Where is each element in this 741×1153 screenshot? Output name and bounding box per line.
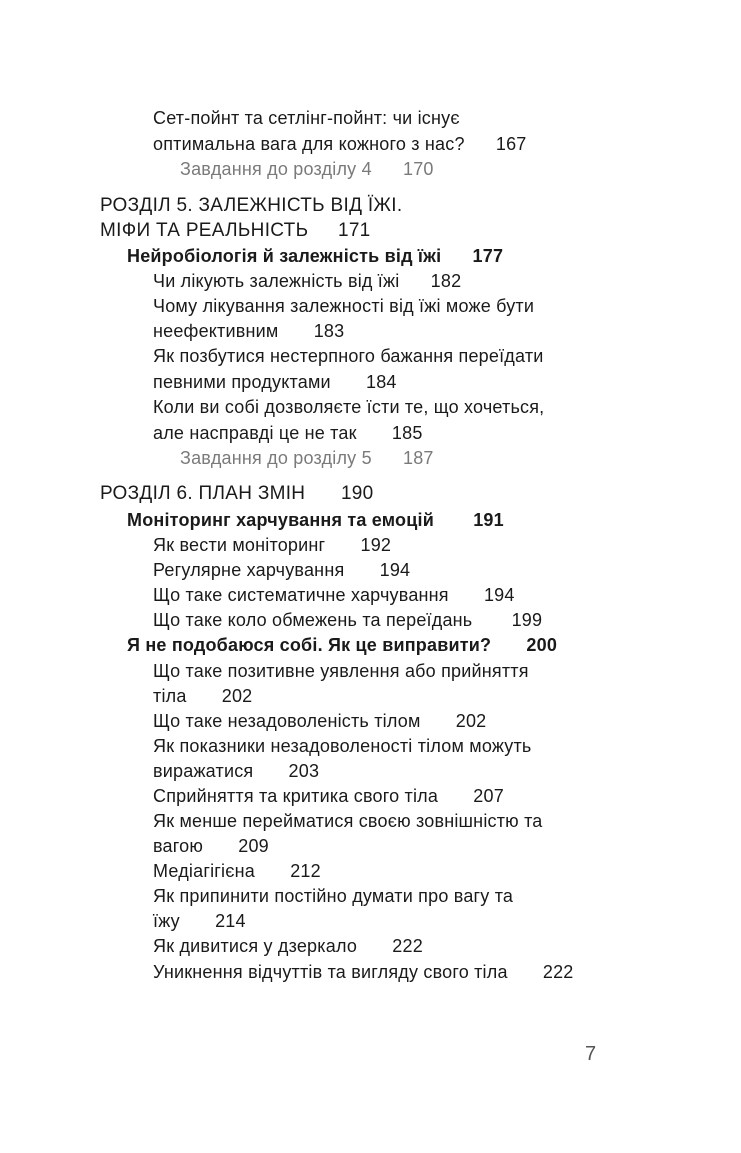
toc-entry-text: Регулярне харчування: [153, 560, 345, 580]
toc-entry: [153, 809, 543, 833]
toc-entry-text: вагою: [153, 836, 204, 856]
page-number: 182: [430, 271, 462, 291]
page-number: 199: [511, 610, 543, 630]
page-number: 222: [392, 936, 423, 956]
toc-entry-text: Чому лікування залежності від їжі може бути: [153, 296, 535, 316]
toc-entry: [153, 370, 397, 394]
chapter-title-text: МІФИ ТА РЕАЛЬНІСТЬ: [100, 220, 309, 241]
page-number: 185: [391, 423, 423, 443]
page-number: 214: [215, 911, 246, 931]
page-number: 170: [403, 159, 434, 179]
section-heading: [127, 508, 504, 532]
page-number: 209: [238, 836, 269, 856]
toc-entry-text: Як менше перейматися своєю зовнішністю та: [153, 811, 543, 831]
toc-entry: [153, 859, 321, 883]
toc-entry-text: тіла: [153, 686, 187, 706]
toc-entry: [153, 608, 542, 632]
page-number: 222: [542, 962, 574, 982]
toc-entry-text: Як припинити постійно думати про вагу та: [153, 886, 514, 906]
toc-entry-text: Сет-пойнт та сетлінг-пойнт: чи існує: [153, 108, 460, 128]
page-number: 202: [221, 686, 253, 706]
page-number: 200: [526, 635, 558, 655]
chapter-title-text: РОЗДІЛ 6. ПЛАН ЗМІН: [100, 483, 306, 504]
page-number: 194: [379, 560, 411, 580]
toc-entry: [153, 269, 461, 293]
toc-entry-text: виражатися: [153, 761, 254, 781]
section-heading-text: Нейробіологія й залежність від їжі: [127, 246, 442, 266]
toc-entry: [153, 884, 513, 908]
toc-entry: [153, 294, 534, 318]
toc-entry-text: Чи лікують залежність від їжі: [153, 271, 400, 291]
toc-entry: [153, 684, 252, 708]
toc-entry-text: оптимальна вага для кожного з нас?: [153, 134, 465, 154]
toc-entry: [153, 759, 319, 783]
toc-entry: [153, 709, 486, 733]
toc-entry-text: певними продуктами: [153, 372, 331, 392]
toc-entry-text: Уникнення відчуттів та вигляду свого тіла: [153, 962, 508, 982]
toc-entry: [153, 583, 515, 607]
page-number: 171: [337, 220, 371, 241]
section-heading-text: Моніторинг харчування та емоцій: [127, 510, 434, 530]
toc-entry-text: Як вести моніторинг: [153, 535, 326, 555]
toc-entry: [153, 734, 532, 758]
toc-entry: [153, 558, 410, 582]
toc-entry-text: Як дивитися у дзеркало: [153, 936, 358, 956]
page-folio: 7: [585, 1043, 597, 1065]
toc-entry-text: Сприйняття та критика свого тіла: [153, 786, 439, 806]
toc-entry-text: але насправді це не так: [153, 423, 357, 443]
toc-entry: [153, 909, 246, 933]
page-number: 190: [340, 483, 374, 504]
page-number: 191: [473, 510, 504, 530]
task-entry: [180, 446, 434, 470]
toc-entry-text: неефективним: [153, 321, 279, 341]
toc-entry-text: Медіагігієна: [153, 861, 255, 881]
page-number: 187: [403, 448, 434, 468]
toc-entry: [153, 344, 544, 368]
toc-entry-text: Як позбутися нестерпного бажання переїдати: [153, 346, 544, 366]
task-label: Завдання до розділу 4: [180, 159, 372, 179]
toc-entry: [153, 834, 269, 858]
toc-entry: [153, 934, 423, 958]
chapter-title-text: РОЗДІЛ 5. ЗАЛЕЖНІСТЬ ВІД ЇЖІ.: [100, 195, 403, 216]
toc-entry-text: Що таке систематичне харчування: [153, 585, 449, 605]
section-heading: [127, 244, 503, 268]
page-number: 203: [288, 761, 320, 781]
page-number: 177: [472, 246, 504, 266]
toc-entry: [153, 319, 344, 343]
chapter-title: [100, 194, 402, 218]
toc-entry: [153, 960, 574, 984]
toc-entry: [153, 659, 529, 683]
toc-entry-text: Що таке незадоволеність тілом: [153, 711, 421, 731]
task-label: Завдання до розділу 5: [180, 448, 372, 468]
toc-entry-text: Коли ви собі дозволяєте їсти те, що хочеться,: [153, 397, 545, 417]
toc-entry: [153, 784, 504, 808]
chapter-title: [100, 219, 371, 243]
page-number: 192: [360, 535, 392, 555]
page-number: 167: [495, 134, 527, 154]
toc-entry: [153, 106, 460, 130]
section-heading: [127, 633, 557, 657]
task-entry: [180, 157, 434, 181]
page-number: 184: [366, 372, 397, 392]
page-number: 207: [473, 786, 504, 806]
section-heading-text: Я не подобаюся собі. Як це виправити?: [127, 635, 492, 655]
toc-entry: [153, 132, 527, 156]
page-number: 194: [483, 585, 515, 605]
toc-entry-text: Що таке позитивне уявлення або прийняття: [153, 661, 529, 681]
toc-entry-text: Що таке коло обмежень та переїдань: [153, 610, 473, 630]
page-number: 202: [455, 711, 487, 731]
toc-entry-text: Як показники незадоволеності тілом можуть: [153, 736, 532, 756]
chapter-title: [100, 482, 374, 506]
toc-entry: [153, 421, 423, 445]
toc-entry: [153, 395, 544, 419]
toc-entry-text: їжу: [153, 911, 180, 931]
toc-entry: [153, 533, 391, 557]
page-number: 212: [290, 861, 321, 881]
page-number: 183: [313, 321, 345, 341]
